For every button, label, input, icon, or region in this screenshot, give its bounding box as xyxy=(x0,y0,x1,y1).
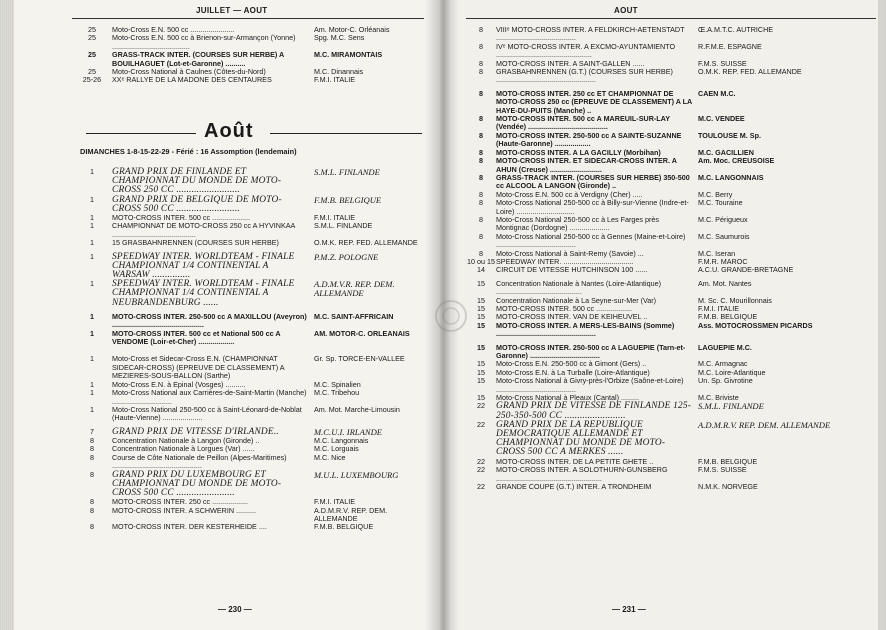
entry-event: Moto-Cross E.N. 250-500 cc à Gimont (Gers) .. xyxy=(496,359,647,369)
entry-organizer: O.M.K. REP. FED. ALLEMANDE xyxy=(314,238,418,248)
entry-organizer: M.C. Saumurois xyxy=(698,231,750,241)
entry-date: 1 xyxy=(90,167,94,176)
july-entries xyxy=(72,26,424,85)
right-header-rule xyxy=(466,18,876,19)
entry-organizer: M.C. Berry xyxy=(698,189,733,199)
entry-date: 1 xyxy=(90,238,94,248)
entry-date: 8 xyxy=(90,522,94,532)
entry-date: 1 xyxy=(90,354,94,364)
calendar-entry xyxy=(466,344,876,361)
entry-organizer: M.C. Nice xyxy=(314,452,346,462)
page-edges-right xyxy=(878,0,886,630)
calendar-entry xyxy=(466,43,876,60)
entry-event: GRASS-TRACK INTER. (COURSES SUR HERBE) 350-500 cc ALCOOL A LANGON (Gironde) .. xyxy=(496,172,690,191)
entry-event: Concentration Nationale à Langon (Gironde) .. xyxy=(112,435,260,445)
entry-date: 1 xyxy=(90,379,94,389)
entry-date: 15 xyxy=(477,359,485,369)
entry-event: Moto-Cross E.N. à Epinal (Vosges) .......... xyxy=(112,379,246,389)
entry-event: VIIIᵉ MOTO-CROSS INTER. A FELDKIRCH-AETENSTADT ........................................ xyxy=(496,25,685,43)
entry-date: 15 xyxy=(477,393,485,403)
entry-organizer: S.M.L. FINLANDE xyxy=(314,221,373,231)
entry-event: IVᵉ MOTO-CROSS INTER. A EXCMO-AYUNTAMIENTO ................................................ xyxy=(496,41,676,60)
calendar-entry xyxy=(466,377,876,394)
entry-organizer: F.M.B. BELGIQUE xyxy=(698,456,758,466)
entry-event: GRAND PRIX DE FINLANDE ET CHAMPIONNAT DU MONDE DE MOTO-CROSS 250 CC ......................... xyxy=(112,167,282,196)
entry-event: MOTO-CROSS INTER. 500 cc .................. xyxy=(496,304,633,313)
entry-event: MOTO-CROSS INTER. A SOLOTHURN-GUNSBERG ..................................................... xyxy=(496,465,668,483)
month-title xyxy=(86,118,422,148)
august-entries-right xyxy=(466,26,876,491)
august-entries-left xyxy=(72,168,424,532)
entry-organizer: M.C. Spinalien xyxy=(314,379,361,389)
entry-organizer: M.C.U.I. IRLANDE xyxy=(314,426,383,437)
month-rule-left xyxy=(86,133,196,134)
entry-event: SPEEDWAY INTER. WORLDTEAM - FINALE CHAMPIONNAT 1/4 CONTINENTAL A NEUBRANDENBURG ...... xyxy=(112,279,295,308)
entry-organizer: F.M.I. ITALIE xyxy=(314,75,355,85)
calendar-entry xyxy=(72,222,424,239)
entry-event: Moto-Cross et Sidecar-Cross E.N. (CHAMPIONNAT SIDECAR-CROSS) (EPREUVE DE CLASSEMENT) A MEZIERES-SOUS-BALLON (Sarthe) xyxy=(112,354,285,381)
calendar-entry xyxy=(72,34,424,51)
right-page-header: AOUT xyxy=(614,6,638,15)
entry-organizer: M.C. VENDEE xyxy=(698,114,745,124)
entry-organizer: M.C. Langonnais xyxy=(314,435,369,445)
entry-date: 8 xyxy=(479,198,483,208)
entry-event: GRAND PRIX DE LA REPUBLIQUE DEMOCRATIQUE ALLEMANDE ET CHAMPIONNAT DU MONDE DE MOTO-CROSS 500 CC A MERKES ...... xyxy=(496,419,666,458)
entry-event: MOTO-CROSS INTER. VAN DE KEIHEUVEL .. xyxy=(496,312,648,322)
entry-organizer: M.C. Iseran xyxy=(698,248,736,258)
month-rule-right xyxy=(270,133,422,134)
month-title-text: Août xyxy=(204,120,254,142)
entry-organizer: R.F.M.E. ESPAGNE xyxy=(698,41,762,51)
entry-event: Moto-Cross E.N. 500 cc ...................... xyxy=(112,25,235,34)
entry-date: 8 xyxy=(479,172,483,182)
entry-organizer: F.M.I. ITALIE xyxy=(314,497,355,507)
entry-event: Moto-Cross E.N. à La Turballe (Loire-Atlantique) xyxy=(496,367,650,377)
entry-date: 15 xyxy=(477,304,485,313)
entry-event: Concentration Nationale à Lorgues (Var) ...... xyxy=(112,444,255,454)
entry-date: 1 xyxy=(90,194,94,204)
entry-date: 15 xyxy=(477,376,485,386)
entry-organizer: M.C. Armagnac xyxy=(698,359,748,369)
entry-date: 15 xyxy=(477,295,485,305)
entry-organizer: A.D.M.V.R. REP. DEM. ALLEMANDE xyxy=(314,279,395,299)
calendar-entry xyxy=(466,26,876,43)
calendar-entry xyxy=(72,389,424,406)
entry-organizer: F.M.S. SUISSE xyxy=(698,465,747,475)
entry-organizer: M.C. MIRAMONTAIS xyxy=(314,50,383,60)
month-subtitle: DIMANCHES 1-8-15-22-29 - Férié : 16 Assomption (lendemain) xyxy=(80,147,297,156)
calendar-entry xyxy=(466,466,876,483)
entry-date: 22 xyxy=(477,465,485,475)
entry-event: MOTO-CROSS INTER. A LA GACILLY (Morbihan) xyxy=(496,147,661,157)
entry-date: 8 xyxy=(90,469,94,479)
entry-event: Moto-Cross E.N. 500 cc à Brienon-sur-Armançon (Yonne) ....................................... xyxy=(112,33,296,51)
entry-date: 8 xyxy=(90,505,94,515)
calendar-entry xyxy=(72,280,424,308)
entry-event: Concentration Nationale à La Seyne-sur-Mer (Var) xyxy=(496,295,657,305)
entry-event: GRAND PRIX DE VITESSE D'IRLANDE.. xyxy=(112,426,279,437)
entry-event: MOTO-CROSS INTER. 500 cc et National 500 cc A VENDOME (Loir-et-Cher) .................. xyxy=(112,328,281,347)
calendar-entry xyxy=(466,233,876,250)
entry-organizer: F.M.I. ITALIE xyxy=(314,213,355,223)
entry-event: Moto-Cross National à Givry-près-l'Orbize (Saône-et-Loire) ........................................ xyxy=(496,376,684,394)
entry-event: GRAND PRIX DU LUXEMBOURG ET CHAMPIONNAT DU MONDE DE MOTO-CROSS 500 CC ....................... xyxy=(112,469,282,498)
entry-organizer: M.C. Dinannais xyxy=(314,67,364,77)
entry-organizer: F.M.B. BELGIQUE xyxy=(314,194,382,205)
calendar-entry xyxy=(466,199,876,216)
entry-event: GRAND PRIX DE VITESSE DE FINLANDE 125-250-350-500 CC ........................ xyxy=(496,401,692,421)
entry-date: 8 xyxy=(479,88,483,98)
entry-organizer: Spg. M.C. Sens xyxy=(314,33,365,43)
entry-organizer: Am. Moc. CREUSOISE xyxy=(698,156,775,166)
calendar-entry xyxy=(72,330,424,347)
entry-event: MOTO-CROSS INTER. 500 cc ................... xyxy=(112,213,251,223)
calendar-entry xyxy=(466,90,876,115)
calendar-entry xyxy=(466,216,876,233)
entry-date: 8 xyxy=(479,114,483,124)
entry-date: 22 xyxy=(477,456,485,466)
entry-date: 14 xyxy=(477,265,485,275)
left-page-header: JUILLET — AOUT xyxy=(196,6,268,15)
entry-date: 22 xyxy=(477,419,485,429)
entry-event: MOTO-CROSS INTER. DE LA PETITE GHETE .. xyxy=(496,456,654,466)
entry-date: 10 ou 15 xyxy=(467,256,495,266)
entry-organizer: Gr. Sp. TORCE-EN-VALLEE xyxy=(314,354,405,364)
calendar-entry xyxy=(466,68,876,85)
calendar-entry xyxy=(466,132,876,149)
calendar-entry xyxy=(466,322,876,339)
entry-organizer: F.M.R. MAROC xyxy=(698,256,748,266)
entry-organizer: M.C. Briviste xyxy=(698,393,739,403)
entry-event: CIRCUIT DE VITESSE HUTCHINSON 100 ...... xyxy=(496,265,648,275)
entry-organizer: Am. Mot. Marche-Limousin xyxy=(314,404,400,414)
entry-date: 25 xyxy=(88,50,96,60)
entry-organizer: F.M.B. BELGIQUE xyxy=(698,312,758,322)
entry-event: Moto-Cross National aux Carrières-de-Saint-Martin (Manche) .............................. xyxy=(112,388,307,406)
entry-date: 8 xyxy=(479,231,483,241)
entry-organizer: TOULOUSE M. Sp. xyxy=(698,130,761,140)
entry-organizer: A.D.M.R.V. REP. DEM. ALLEMANDE xyxy=(698,419,831,430)
entry-date: 8 xyxy=(479,25,483,34)
calendar-entry xyxy=(466,402,876,420)
entry-organizer: M.C. Loire-Atlantique xyxy=(698,367,766,377)
entry-event: MOTO-CROSS INTER. ET SIDECAR-CROSS INTER. A AHUN (Creuse) .......................... xyxy=(496,156,677,174)
calendar-entry xyxy=(466,280,876,297)
entry-organizer: F.M.S. SUISSE xyxy=(698,58,747,68)
entry-event: MOTO-CROSS INTER. A MERS-LES-BAINS (Somme) .................................................. xyxy=(496,320,675,339)
calendar-entry xyxy=(466,483,876,491)
calendar-entry xyxy=(72,76,424,84)
entry-organizer: Am. Mot. Nantes xyxy=(698,278,752,288)
entry-date: 8 xyxy=(479,189,483,199)
entry-date: 15 xyxy=(477,342,485,352)
entry-organizer: F.M.B. BELGIQUE xyxy=(314,522,374,532)
entry-event: Moto-Cross National 250-500 cc à Saint-Léonard-de-Noblat (Haute-Vienne) .................... xyxy=(112,404,302,423)
entry-organizer: M.C. Touraine xyxy=(698,198,743,208)
entry-date: 8 xyxy=(479,147,483,157)
entry-event: Moto-Cross National à Saint-Remy (Savoie) ... xyxy=(496,248,644,258)
calendar-entry xyxy=(466,266,876,274)
entry-event: SPEEDWAY INTER. ................................... xyxy=(496,256,634,266)
entry-event: XXᵉ RALLYE DE LA MADONE DES CENTAURES xyxy=(112,75,272,85)
entry-organizer: S.M.L. FINLANDE xyxy=(314,167,380,177)
entry-date: 25 xyxy=(88,67,96,77)
entry-event: GRAND PRIX DE BELGIQUE DE MOTO-CROSS 500 CC ......................... xyxy=(112,194,282,214)
entry-event: MOTO-CROSS INTER. 250 cc ET CHAMPIONNAT DE MOTO-CROSS 250 cc (EPREUVE DE CLASSEMENT) A LA HAYE-DU-PUITS (Manche) .. xyxy=(496,88,692,115)
entry-event: Moto-Cross National à Pleaux (Cantal) ......... xyxy=(496,393,640,403)
entry-date: 25-26 xyxy=(82,75,102,85)
entry-event: Concentration Nationale à Nantes (Loire-Atlantique) ........................................... xyxy=(496,278,662,297)
entry-event: Moto-Cross National 250-500 cc à Gennes (Maine-et-Loire) ........................................ xyxy=(496,231,686,250)
entry-date: 22 xyxy=(477,481,485,491)
calendar-entry xyxy=(72,51,424,68)
entry-organizer: S.M.L. FINLANDE xyxy=(698,401,764,412)
entry-date: 8 xyxy=(479,67,483,77)
entry-organizer: M.U.L. LUXEMBOURG xyxy=(314,469,399,480)
entry-organizer: Ass. MOTOCROSSMEN PICARDS xyxy=(698,320,813,330)
calendar-entry xyxy=(466,174,876,191)
calendar-entry xyxy=(72,239,424,247)
entry-event: Moto-Cross National 250-500 cc à Billy-sur-Vienne (Indre-et-Loire) ............................. xyxy=(496,198,689,216)
entry-organizer: M.C. Périgueux xyxy=(698,214,748,224)
entry-date: 8 xyxy=(479,58,483,68)
entry-organizer: P.M.Z. POLOGNE xyxy=(314,251,379,262)
entry-organizer: M.C. GACILLIEN xyxy=(698,147,754,157)
entry-organizer: M.C. LANGONNAIS xyxy=(698,172,764,182)
entry-date: 8 xyxy=(90,444,94,454)
calendar-entry xyxy=(72,523,424,531)
entry-organizer: CAEN M.C. xyxy=(698,88,736,98)
entry-organizer: M.C. Lorguais xyxy=(314,444,359,454)
entry-date: 8 xyxy=(90,435,94,445)
entry-event: GRASS-TRACK INTER. (COURSES SUR HERBE) A BOUILHAGUET (Lot-et-Garonne) .......... xyxy=(112,50,284,68)
entry-organizer: M.C. SAINT-AFFRICAIN xyxy=(314,311,394,321)
entry-organizer: A.D.M.R.V. REP. DEM. ALLEMANDE xyxy=(314,505,388,523)
page-edges-left xyxy=(0,0,14,630)
calendar-entry xyxy=(72,253,424,281)
entry-date: 8 xyxy=(479,214,483,224)
entry-event: MOTO-CROSS INTER. 250-500 cc A SAINTE-SUZANNE (Haute-Garonne) .................. xyxy=(496,130,682,149)
entry-date: 1 xyxy=(90,328,94,338)
entry-event: GRASBAHNRENNEN (G.T.) (COURSES SUR HERBE) .................................................. xyxy=(496,67,673,85)
entry-event: MOTO-CROSS INTER. 250-500 cc A LAGUEPIE (Tarn-et-Garonne) ................................... xyxy=(496,342,686,361)
entry-event: GRANDE COUPE (G.T.) INTER. A TRONDHEIM xyxy=(496,481,652,491)
entry-event: Course de Côte Nationale de Peillon (Alpes-Maritimes) ............................................. xyxy=(112,452,287,471)
entry-event: MOTO-CROSS INTER. A SAINT-GALLEN ...... xyxy=(496,58,645,68)
calendar-entry xyxy=(72,454,424,471)
entry-organizer: M. Sc. C. Mourillonnais xyxy=(698,295,772,305)
entry-date: 25 xyxy=(88,33,96,43)
entry-date: 15 xyxy=(477,367,485,377)
entry-organizer: F.M.I. ITALIE xyxy=(698,304,739,313)
entry-date: 8 xyxy=(479,41,483,51)
entry-date: 1 xyxy=(90,311,94,321)
entry-organizer: A.C.U. GRANDE-BRETAGNE xyxy=(698,265,794,275)
entry-organizer: AM. MOTOR-C. ORLEANAIS xyxy=(314,328,410,338)
entry-date: 1 xyxy=(90,213,94,223)
entry-date: 15 xyxy=(477,278,485,288)
entry-date: 15 xyxy=(477,312,485,322)
entry-date: 8 xyxy=(479,130,483,140)
calendar-entry xyxy=(466,421,876,458)
calendar-entry xyxy=(72,471,424,499)
entry-date: 15 xyxy=(477,320,485,330)
calendar-entry xyxy=(72,313,424,330)
entry-date: 8 xyxy=(479,156,483,166)
entry-date: 8 xyxy=(90,497,94,507)
calendar-entry xyxy=(72,355,424,380)
calendar-entry xyxy=(466,157,876,174)
calendar-entry xyxy=(466,115,876,132)
entry-event: MOTO-CROSS INTER. A SCHWERIN .......... xyxy=(112,505,257,515)
calendar-entry xyxy=(72,406,424,423)
entry-date: 1 xyxy=(90,404,94,414)
entry-date: 8 xyxy=(479,248,483,258)
entry-event: Moto-Cross E.N. 500 cc à Verdigny (Cher) ..... xyxy=(496,189,643,199)
entry-event: Moto-Cross National 250-500 cc à Les Farges près Montignac (Dordogne) .................... xyxy=(496,214,659,233)
right-folio: — 231 — xyxy=(612,605,646,614)
entry-event: MOTO-CROSS INTER. 250-500 cc A MAXILLOU (Aveyron) .............................................. xyxy=(112,311,307,330)
entry-event: MOTO-CROSS INTER. DER KESTERHEIDE .... xyxy=(112,522,267,532)
entry-date: 8 xyxy=(90,452,94,462)
entry-date: 1 xyxy=(90,251,94,261)
entry-event: CHAMPIONNAT DE MOTO-CROSS 250 cc A HYVINKAA .......................................... xyxy=(112,221,295,239)
entry-organizer: Un. Sp. Givrotine xyxy=(698,376,753,386)
entry-organizer: Am. Motor-C. Orléanais xyxy=(314,25,390,34)
entry-date: 1 xyxy=(90,388,94,398)
entry-event: MOTO-CROSS INTER. 250 cc .................. xyxy=(112,497,249,507)
entry-event: Moto-Cross National à Caulnes (Côtes-du-Nord) xyxy=(112,67,266,77)
entry-organizer: Œ.A.M.T.C. AUTRICHE xyxy=(698,25,774,34)
entry-date: 7 xyxy=(90,426,94,436)
entry-date: 22 xyxy=(477,401,485,411)
entry-organizer: N.M.K. NORVEGE xyxy=(698,481,758,491)
entry-date: 1 xyxy=(90,221,94,231)
entry-organizer: M.C. Tribehou xyxy=(314,388,360,398)
calendar-entry xyxy=(72,507,424,524)
library-stamp-mark xyxy=(433,298,469,334)
calendar-entry xyxy=(72,168,424,196)
entry-organizer: LAGUEPIE M.C. xyxy=(698,342,752,352)
calendar-entry xyxy=(72,196,424,214)
entry-event: 15 GRASBAHNRENNEN (COURSES SUR HERBE) xyxy=(112,238,279,248)
left-header-rule xyxy=(72,18,424,19)
entry-date: 25 xyxy=(88,25,96,34)
entry-organizer: O.M.K. REP. FED. ALLEMANDE xyxy=(698,67,802,77)
entry-date: 1 xyxy=(90,279,94,289)
entry-event: MOTO-CROSS INTER. 500 cc A MAREUIL-SUR-LAY (Vendée) ........................................ xyxy=(496,114,670,132)
left-folio: — 230 — xyxy=(218,605,252,614)
entry-event: SPEEDWAY INTER. WORLDTEAM - FINALE CHAMPIONNAT 1/4 CONTINENTAL A WARSAW ............... xyxy=(112,251,295,281)
left-page xyxy=(0,0,440,630)
